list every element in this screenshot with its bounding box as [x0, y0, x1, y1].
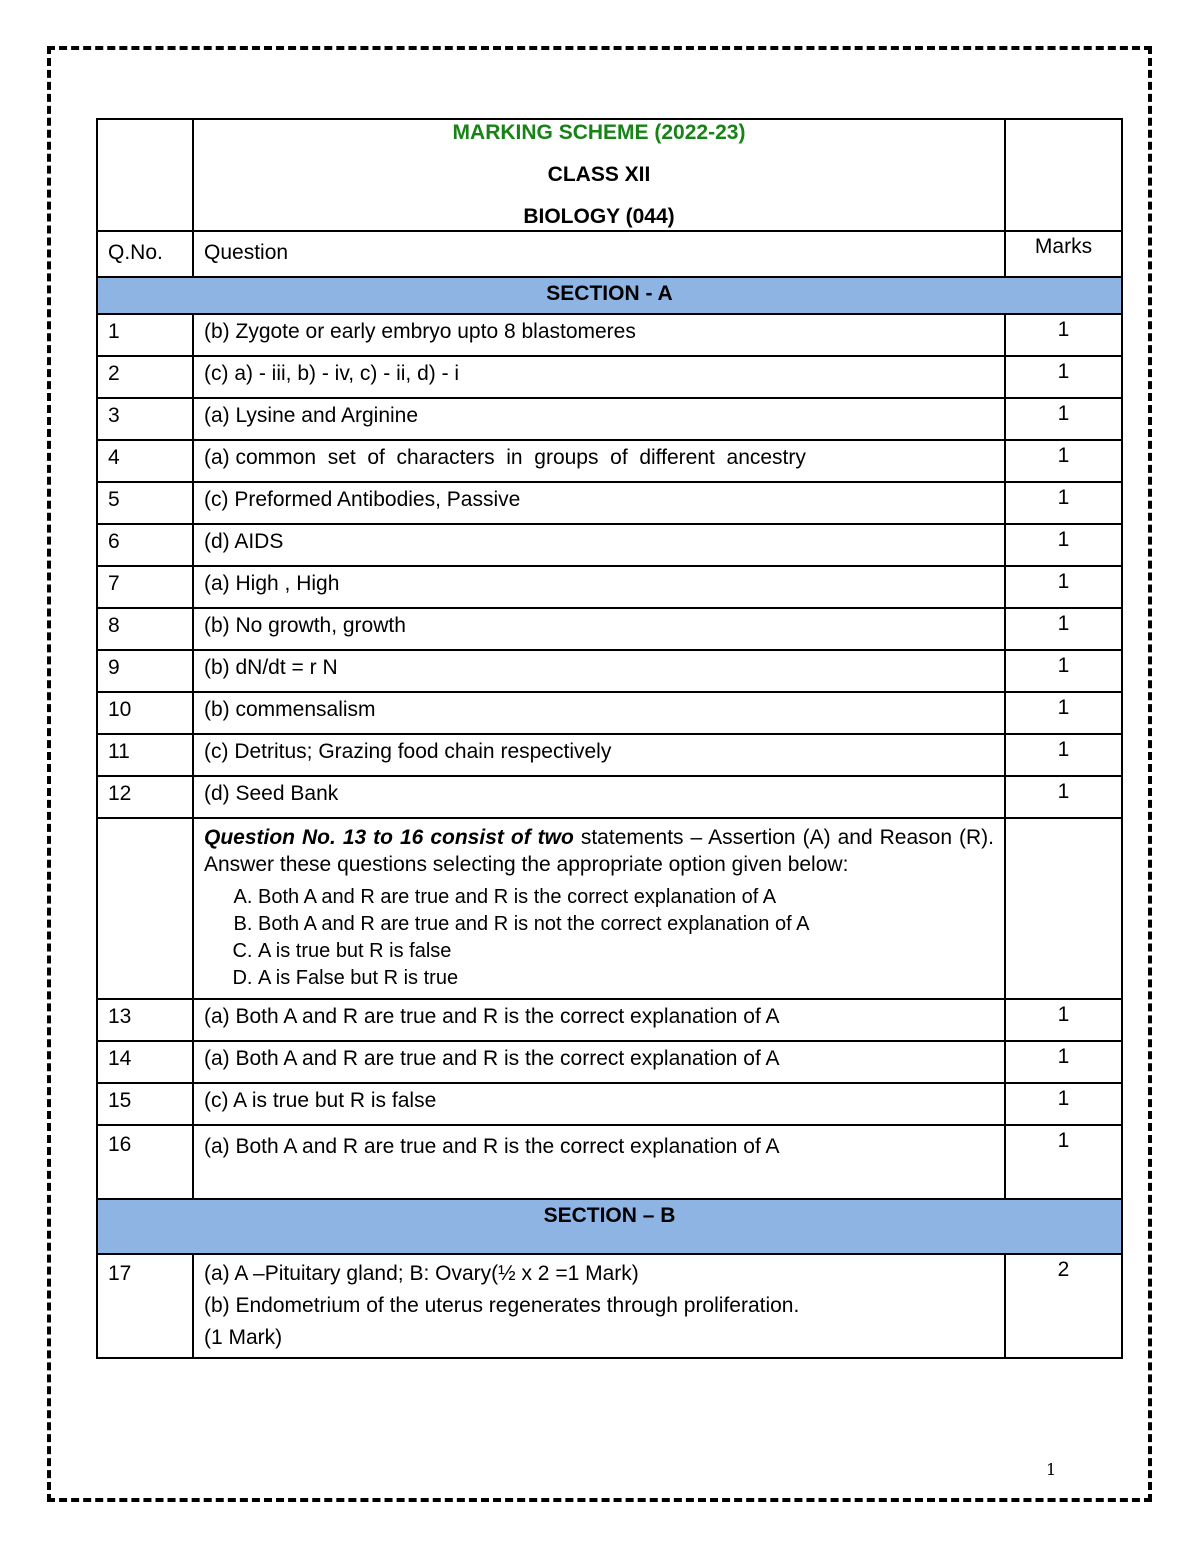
document-title: MARKING SCHEME (2022-23): [452, 121, 746, 144]
assertion-reason-instructions: [193, 818, 1005, 999]
table-row: [97, 1041, 1122, 1083]
qno-cell: 3: [97, 398, 193, 440]
table-row: [97, 1125, 1122, 1199]
marks-cell: 1: [1005, 1125, 1122, 1199]
qno-cell: 17: [97, 1254, 193, 1358]
option-c: C. A is true but R is false: [258, 938, 994, 965]
table-row: [97, 398, 1122, 440]
table-row: [97, 692, 1122, 734]
answer-cell: (c) Preformed Antibodies, Passive: [193, 482, 1005, 524]
marks-cell: 1: [1005, 734, 1122, 776]
col-header-qno: Q.No.: [97, 231, 193, 277]
table-row: [97, 1083, 1122, 1125]
answer-cell: (c) A is true but R is false: [193, 1083, 1005, 1125]
answer-cell: (b) commensalism: [193, 692, 1005, 734]
qno-cell: 6: [97, 524, 193, 566]
answer-cell: (d) AIDS: [193, 524, 1005, 566]
table-row: [97, 776, 1122, 818]
qno-cell: 9: [97, 650, 193, 692]
marks-cell: 2: [1005, 1254, 1122, 1358]
answer-cell: (a) Lysine and Arginine: [193, 398, 1005, 440]
answer-line: (b) Endometrium of the uterus regenerates through proliferation.: [204, 1294, 800, 1317]
qno-cell: 15: [97, 1083, 193, 1125]
marks-cell: 1: [1005, 999, 1122, 1041]
marks-cell: 1: [1005, 566, 1122, 608]
qno-cell: 13: [97, 999, 193, 1041]
qno-cell: 10: [97, 692, 193, 734]
section-a-row: [97, 277, 1122, 314]
option-b: B. Both A and R are true and R is not the correct explanation of A: [258, 911, 994, 938]
table-row: [97, 524, 1122, 566]
instruction-lead: Question No. 13 to 16 consist of two: [204, 826, 574, 850]
answer-cell: (a) Both A and R are true and R is the correct explanation of A: [193, 999, 1005, 1041]
assertion-reason-intro-row: [97, 818, 1122, 999]
qno-cell: 14: [97, 1041, 193, 1083]
marks-cell: 1: [1005, 356, 1122, 398]
answer-cell: (b) Zygote or early embryo upto 8 blastomeres: [193, 314, 1005, 356]
marking-scheme-table: [96, 118, 1123, 1359]
qno-cell: 12: [97, 776, 193, 818]
col-header-question: Question: [193, 231, 1005, 277]
answer-cell: (a) High , High: [193, 566, 1005, 608]
section-b-heading: SECTION – B: [97, 1199, 1122, 1254]
answer-cell: (d) Seed Bank: [193, 776, 1005, 818]
marks-cell: 1: [1005, 440, 1122, 482]
header-row: [97, 119, 1122, 231]
answer-cell: (a) Both A and R are true and R is the correct explanation of A: [193, 1125, 1005, 1199]
option-a: A. Both A and R are true and R is the correct explanation of A: [258, 884, 994, 911]
answer-cell: (b) No growth, growth: [193, 608, 1005, 650]
table-row: [97, 608, 1122, 650]
answer-cell: (a) common set of characters in groups of different ancestry: [193, 440, 1005, 482]
header-cell: [193, 119, 1005, 231]
marks-cell: 1: [1005, 482, 1122, 524]
table-row: [97, 1254, 1122, 1358]
subject-label: BIOLOGY (044): [523, 205, 675, 228]
marks-cell: 1: [1005, 776, 1122, 818]
answer-line: (1 Mark): [204, 1326, 283, 1350]
table-row: [97, 314, 1122, 356]
qno-cell: 1: [97, 314, 193, 356]
marks-cell: 1: [1005, 692, 1122, 734]
qno-cell: 7: [97, 566, 193, 608]
qno-cell: 11: [97, 734, 193, 776]
table-row: [97, 734, 1122, 776]
class-label: CLASS XII: [547, 163, 651, 186]
instruction-text: statements – Assertion (A) and Reason (R). Answer these questions selecting the appropriate option given below:: [204, 826, 994, 876]
marks-cell: 1: [1005, 608, 1122, 650]
option-d: D. A is False but R is true: [258, 965, 994, 992]
table-row: [97, 482, 1122, 524]
table-row: [97, 440, 1122, 482]
answer-cell: [193, 1254, 1005, 1358]
qno-cell: 2: [97, 356, 193, 398]
table-row: [97, 356, 1122, 398]
column-header-row: [97, 231, 1122, 277]
answer-cell: (b) dN/dt = r N: [193, 650, 1005, 692]
marks-cell: 1: [1005, 650, 1122, 692]
qno-cell: 16: [97, 1125, 193, 1199]
answer-cell: (c) Detritus; Grazing food chain respectively: [193, 734, 1005, 776]
col-header-marks: Marks: [1005, 231, 1122, 277]
section-a-heading: SECTION - A: [97, 277, 1122, 314]
section-b-row: [97, 1199, 1122, 1254]
qno-cell: 5: [97, 482, 193, 524]
table-row: [97, 999, 1122, 1041]
option-list: [204, 884, 994, 992]
answer-line: (a) A –Pituitary gland; B: Ovary(½ x 2 =1 Mark): [204, 1261, 639, 1285]
table-row: [97, 566, 1122, 608]
qno-cell: 4: [97, 440, 193, 482]
marks-cell: 1: [1005, 524, 1122, 566]
table-row: [97, 650, 1122, 692]
page-number: 1: [1046, 1460, 1057, 1479]
marks-cell: 1: [1005, 314, 1122, 356]
answer-cell: (c) a) - iii, b) - iv, c) - ii, d) - i: [193, 356, 1005, 398]
marks-cell: 1: [1005, 398, 1122, 440]
marks-cell: 1: [1005, 1083, 1122, 1125]
marks-cell: 1: [1005, 1041, 1122, 1083]
answer-cell: (a) Both A and R are true and R is the correct explanation of A: [193, 1041, 1005, 1083]
qno-cell: 8: [97, 608, 193, 650]
